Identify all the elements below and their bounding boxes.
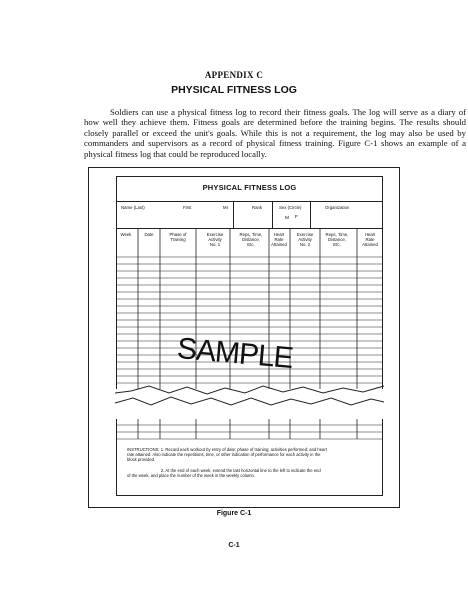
column-header-reps-1: Reps, Time, Distance, Etc.: [239, 232, 263, 247]
column-header-exercise-1: Exercise Activity No. 1: [206, 232, 224, 247]
page-title: PHYSICAL FITNESS LOG: [171, 84, 297, 96]
instructions-line: of the week, and place the number of the week in the weekly column.: [127, 473, 256, 478]
form-title: PHYSICAL FITNESS LOG: [202, 183, 297, 192]
instructions-line: INSTRUCTIONS: 1. Record each workout by entry of date; phase of training; activities performed; and heart: [127, 447, 327, 452]
fitness-log-form: [116, 176, 383, 496]
page-number: C-1: [228, 542, 240, 549]
column-header-exercise-2: Exercise Activity No. 2: [296, 232, 314, 247]
sex-option-m: M: [285, 216, 289, 221]
column-header-week: Week: [120, 232, 132, 237]
instructions-line: 2. At the end of each week, extend the last horizontal line to the left to indicate the end: [161, 468, 321, 473]
intro-text: Soldiers can use a physical fitness log to record their fitness goals. The log will serve as a diary of how well they achieve them. Fitness goals are determined before the training begins. The results should closely parallel or exceed the unit's goals. While this is not a requirement, the log may also be used by commanders and supervisors as a record of physical fitness training. Figure C-1 shows an example of a physical fitness log that could be reproduced locally.: [84, 107, 466, 159]
sex-option-f: F: [295, 215, 298, 220]
instructions-line: rate attained. Also indicate the repetitions, time, or other indication of performance for each activity in the: [127, 452, 321, 457]
intro-paragraph: [84, 107, 466, 159]
figure-caption: Figure C-1: [216, 510, 252, 517]
organization-field-label: Organization: [325, 205, 350, 210]
column-header-heart-rate-1: Heart Rate Attained: [271, 232, 287, 247]
first-name-field-label: First: [183, 205, 192, 210]
appendix-label: APPENDIX C: [204, 70, 264, 80]
instructions-line: block provided.: [127, 457, 156, 462]
name-field-label: Name (Last): [121, 205, 145, 210]
column-header-phase: Phase of Training: [169, 232, 187, 242]
rank-field-label: Rank: [252, 205, 263, 210]
middle-initial-field-label: MI: [223, 205, 228, 210]
column-header-date: Date: [144, 232, 154, 237]
sex-field-label: Sex (Circle): [279, 205, 302, 210]
column-header-reps-2: Reps, Time, Distance, Etc.: [325, 232, 349, 247]
sample-watermark: SAMPLE: [175, 332, 294, 375]
column-header-heart-rate-2: Heart Rate Attained: [362, 232, 378, 247]
torn-gap: [115, 389, 384, 419]
